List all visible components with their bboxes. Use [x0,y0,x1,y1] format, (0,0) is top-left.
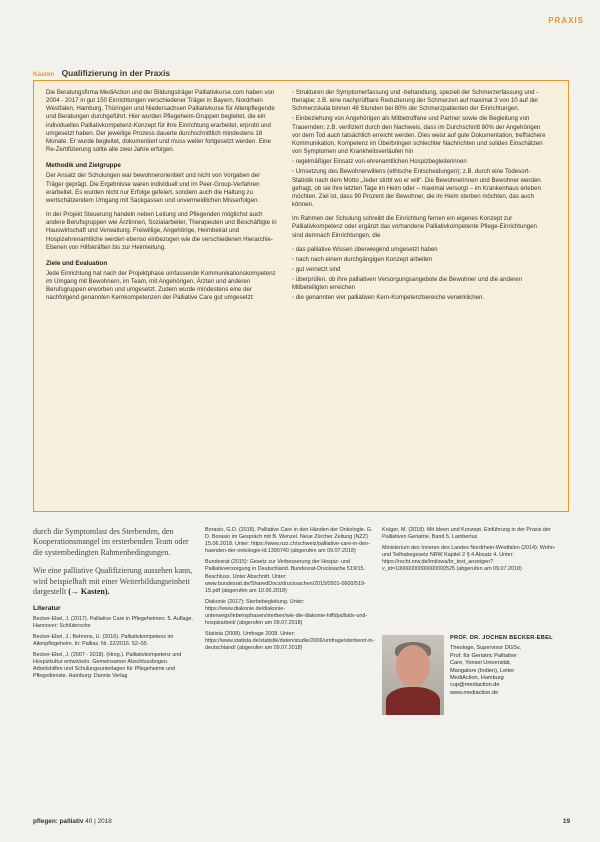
reference-item: Bundesrat (2015): Gesetz zur Verbesserung der Hospiz- und Palliativversorgung in Deutschland. Bundesrat-Drucksache 519/15. Beschluss. Unter Abschnitt. Unter: www.bundesrat.de/SharedDocs/drucksachen/2015/0501-0600/519-15.pdf (abgerufen am 10.06.2018) [205,559,366,594]
article-paragraph: durch die Symptomlast des Sterbenden, den Kooperationsmangel im ersterbenden Team oder die systembedingten Rahmenbedingungen. [33,527,189,557]
reference-item: Diakonie (2017): Sterbebegleitung. Unter: https://www.diakonie.de/diakonie-unterwegs/lebensphasen/sterben/wie-die-diakonie-hilft/palliativ-und-hospizarbeit/ (abgerufen am 09.07.2018) [205,598,368,627]
author-bio-line: Theologe, Supervisor DGSv, [450,645,521,652]
author-bio-line: Care, Yonsei Universität, [450,660,512,667]
footer-journal [33,818,112,825]
list-item: · die genannten vier palliativen Kern-Kompetenzbereiche verwirklichen. [292,294,546,302]
reference-item: Ministerium des Inneren des Landes Nordrhein-Westfalen (2014): Wohn- und Teilhabegesetz NRW Kapitel 2 § 4 Absatz 4. Unter: https://recht.nrw.de/lmi/owa/br_text_anzeigen?v_id=10000000000000000525 (abgerufen am 09.07.2018) [382,545,556,573]
article-text: Wie eine palliative Qualifizierung aussehen kann, wird beispielhaft mit einer Weiterbildungseinheit dargestellt [33,566,193,597]
list-item: · Einbeziehung von Angehörigen als Mitbetroffene und Partner sowie die Begleitung von Trauernden; z.B. verifiziert durch den Nachweis, dass im Durchschnitt 80% der Angehörigen vor dem Tod auch tatsächlich erreicht werden. Dies weist auf gute Dokumentation, treffsichere Kommunikation, Kompetenz im Überbringen schlechter Nachrichten und solides Einschätzen von Symptomen und Krankheitsverläufen hin [292,115,546,156]
author-bio-line: Prof. für Geriatric Palliative [450,652,517,659]
reference-item: Statista (2008). Umfrage 2008. Unter: https://www.statista.de/statistik/daten/studie/2006/umfrage/sterbeort-in-deutschland/ (abgerufen am 09.07.2018) [205,631,375,652]
box-title: Qualifizierung in der Praxis [61,68,171,78]
reference-item: Borasio, G.D. (2018). Palliative Care in den Händen der Onkologie. G. D. Borasio im Gespräch mit B. Wenzel. Neue Zürcher Zeitung (NZZ) 15.06.2018. Unter: https://www.nzz.ch/schweiz/palliative-care-in-den-haenden-der-onkologie-ld.1390740 (abgerufen am 09.07.2018) [205,527,373,555]
list-item: · nach nach einem durchgängigen Konzept arbeiten [292,256,546,264]
article-column-2 [205,527,375,657]
list-item: · gut vernetzt sind [292,266,546,274]
reference-item: Becker-Ebel, J. (2007 - 2018). (Hrsg.). Palliativkompetenz und Hospizkultur entwickeln. Gemeinsamer Abschlussbogen. Arbeitshilfen und Schulungsunterlagen für Pflegeheime und Pflegedienste. Hamburg: Dannis Verlag [33,651,182,680]
reference-item: Becker-Ebel, J. (2017). Palliative Care in Pflegeheimen. 5. Auflage. Hannover: Schlütersche [33,615,194,629]
section-label: PRAXIS [548,16,584,25]
author-photo [382,635,444,715]
criteria-list [292,246,546,303]
article-paragraph [33,566,199,597]
author-name: PROF. DR. JOCHEN BECKER-EBEL [450,635,553,641]
journal-issue: 40 | 2018 [85,818,112,825]
qualification-box [33,80,569,512]
box-title-row [33,68,170,78]
box-kicker: Kasten [33,71,55,78]
author-email-link[interactable]: cup@mediaction.de [450,682,500,689]
box-paragraph: Jede Einrichtung hat nach der Projektphase umfassende Kommunikationskompetenz im Umgang mit Bewohnern, im Team, mit Angehörigen, Ärzten und anderen Berufsgruppen erworben und umgesetzt. Zudem wurde mindestens eine der nachfolgend genannten Kernkompetenzen der Palliative Care gut umgesetzt: [46,269,276,302]
box-paragraph: Im Rahmen der Schulung schreibt die Einrichtung fernen ein eigenes Konzept zur Palliativkompetenz oder ergänzt das vorhandene Palliativkompetente Pflege-Einrichtungen sind demnach Einrichtungen, die [292,215,537,239]
list-item: · das palliative Wissen überwiegend umgesetzt haben [292,246,546,254]
section-heading-methodik: Methodik und Zielgruppe [46,162,121,170]
list-item: · überprüfen, ob ihre palliativen Versorgungsangebote die Bewohner und die anderen Mitbeteiligten erreichen [292,276,546,292]
author-website-link[interactable]: www.mediaction.de [450,689,499,696]
list-item: · Umsetzung des Bewohnerwillens (ethische Entscheidungen); z.B. durch eine Todesort-Statistik nach dem Motto „Jeder stirbt wo er will“. Die Bewohnerinnen und Bewohner werden gefragt, ob sie ihre letzten Tage im Heim oder – maximal versorgt – im Krankenhaus erleben möchten. Ziel ist, dass 90 Prozent der Bewohner, die im Heim sterben möchten, das auch können. [292,168,546,209]
article-column-1 [33,527,199,684]
author-info [450,635,568,697]
list-item: · regelmäßiger Einsatz von ehrenamtlichen Hospizbegleiterinnen [292,158,546,166]
box-paragraph: In der Projekt Steuerung handeln neben Leitung und Pflegenden möglichst auch andere Berufsgruppen wie Ärztinnen, Sozialarbeiter, Therapeuten und Beschäftigte in Hauswirtschaft und Verwaltung. Freiwillige, Angehörige, Heimbeirat und Hospizehrenamtliche werden ebenso einbezogen wie die verschiedenen Hierarchie-Ebenen von Hilfskräften bis zur Heimleitung. [46,211,277,251]
box-right-column [292,89,546,309]
reference-item: Krüger, M. (2018). Mit Ideen und Konzept. Einführung in der Praxis der Palliativen Geriatrie. Band 5. Lambertus [382,527,551,541]
box-intro: Die Beratungsfirma MediAction und der Bildungsträger Palliativkurse.com haben von 2004 - 2017 in gut 150 Einrichtungen verschiedener Träger in Bayern, Nordrhein Westfalen, Hamburg, Thüringen und Niedersachsen Palliativkurse für Altenpflegende und Beratungen durchgeführt. Hier wurden Pflegeheim-Gruppen begleitet, die ein individuelles Palliativkompetenz-Konzept für ihre Einrichtung erarbeitet, erprobt und umgesetzt haben. Der jeweilige Prozess dauerte durchschnittlich mindestens 18 Monate. Er wurde begleitet, dokumentiert und muss weiter fortgesetzt werden. Eine Re-Zertifizierung sollte alle zwei Jahre erfolgen. [46,89,275,154]
list-item: · Strukturen der Symptomerfassung und -behandlung, speziell der Schmerzerfassung und -therapie; z.B. eine nachprüfbare Reduzierung der Schmerzen auf maximal 3 von 10 auf der Schmerzskala binnen 48 Stunden bei 80% der Schmerzpatienten der Einrichtungen. [292,89,546,113]
author-bio-line: MediAction, Hamburg [450,675,504,682]
author-bio-line: Mangalore (Indien), Leiter [450,667,515,674]
section-heading-ziele: Ziele und Evaluation [46,259,108,267]
box-left-column [46,89,278,309]
reference-item: Becker-Ebel, J.; Behrens, U. (2016). Palliativkompetenz im Altenpflegeheim. In: Pallias. Nr. 22/2016. 52–55 [33,633,174,647]
literature-heading: Literatur [33,605,61,613]
kasten-reference-link[interactable]: (→ Kasten). [68,587,110,597]
article-column-3 [382,527,562,578]
box-paragraph: Der Ansatz der Schulungen war bewohnerorientiert und nicht von Vorgaben der Träger geprägt. Die Ergebnisse waren individuell und im Peer-Group-Verfahren erarbeitet. Es wurden nicht nur Erfolge gefeiert, sondern auch die Haltung zu wertschätzendem Umgang mit Sackgassen und unvermeidlichen Misserfolgen. [46,172,261,204]
competency-list [292,89,546,209]
journal-name: pflegen: palliativ [33,818,84,825]
page-number: 19 [562,818,570,825]
